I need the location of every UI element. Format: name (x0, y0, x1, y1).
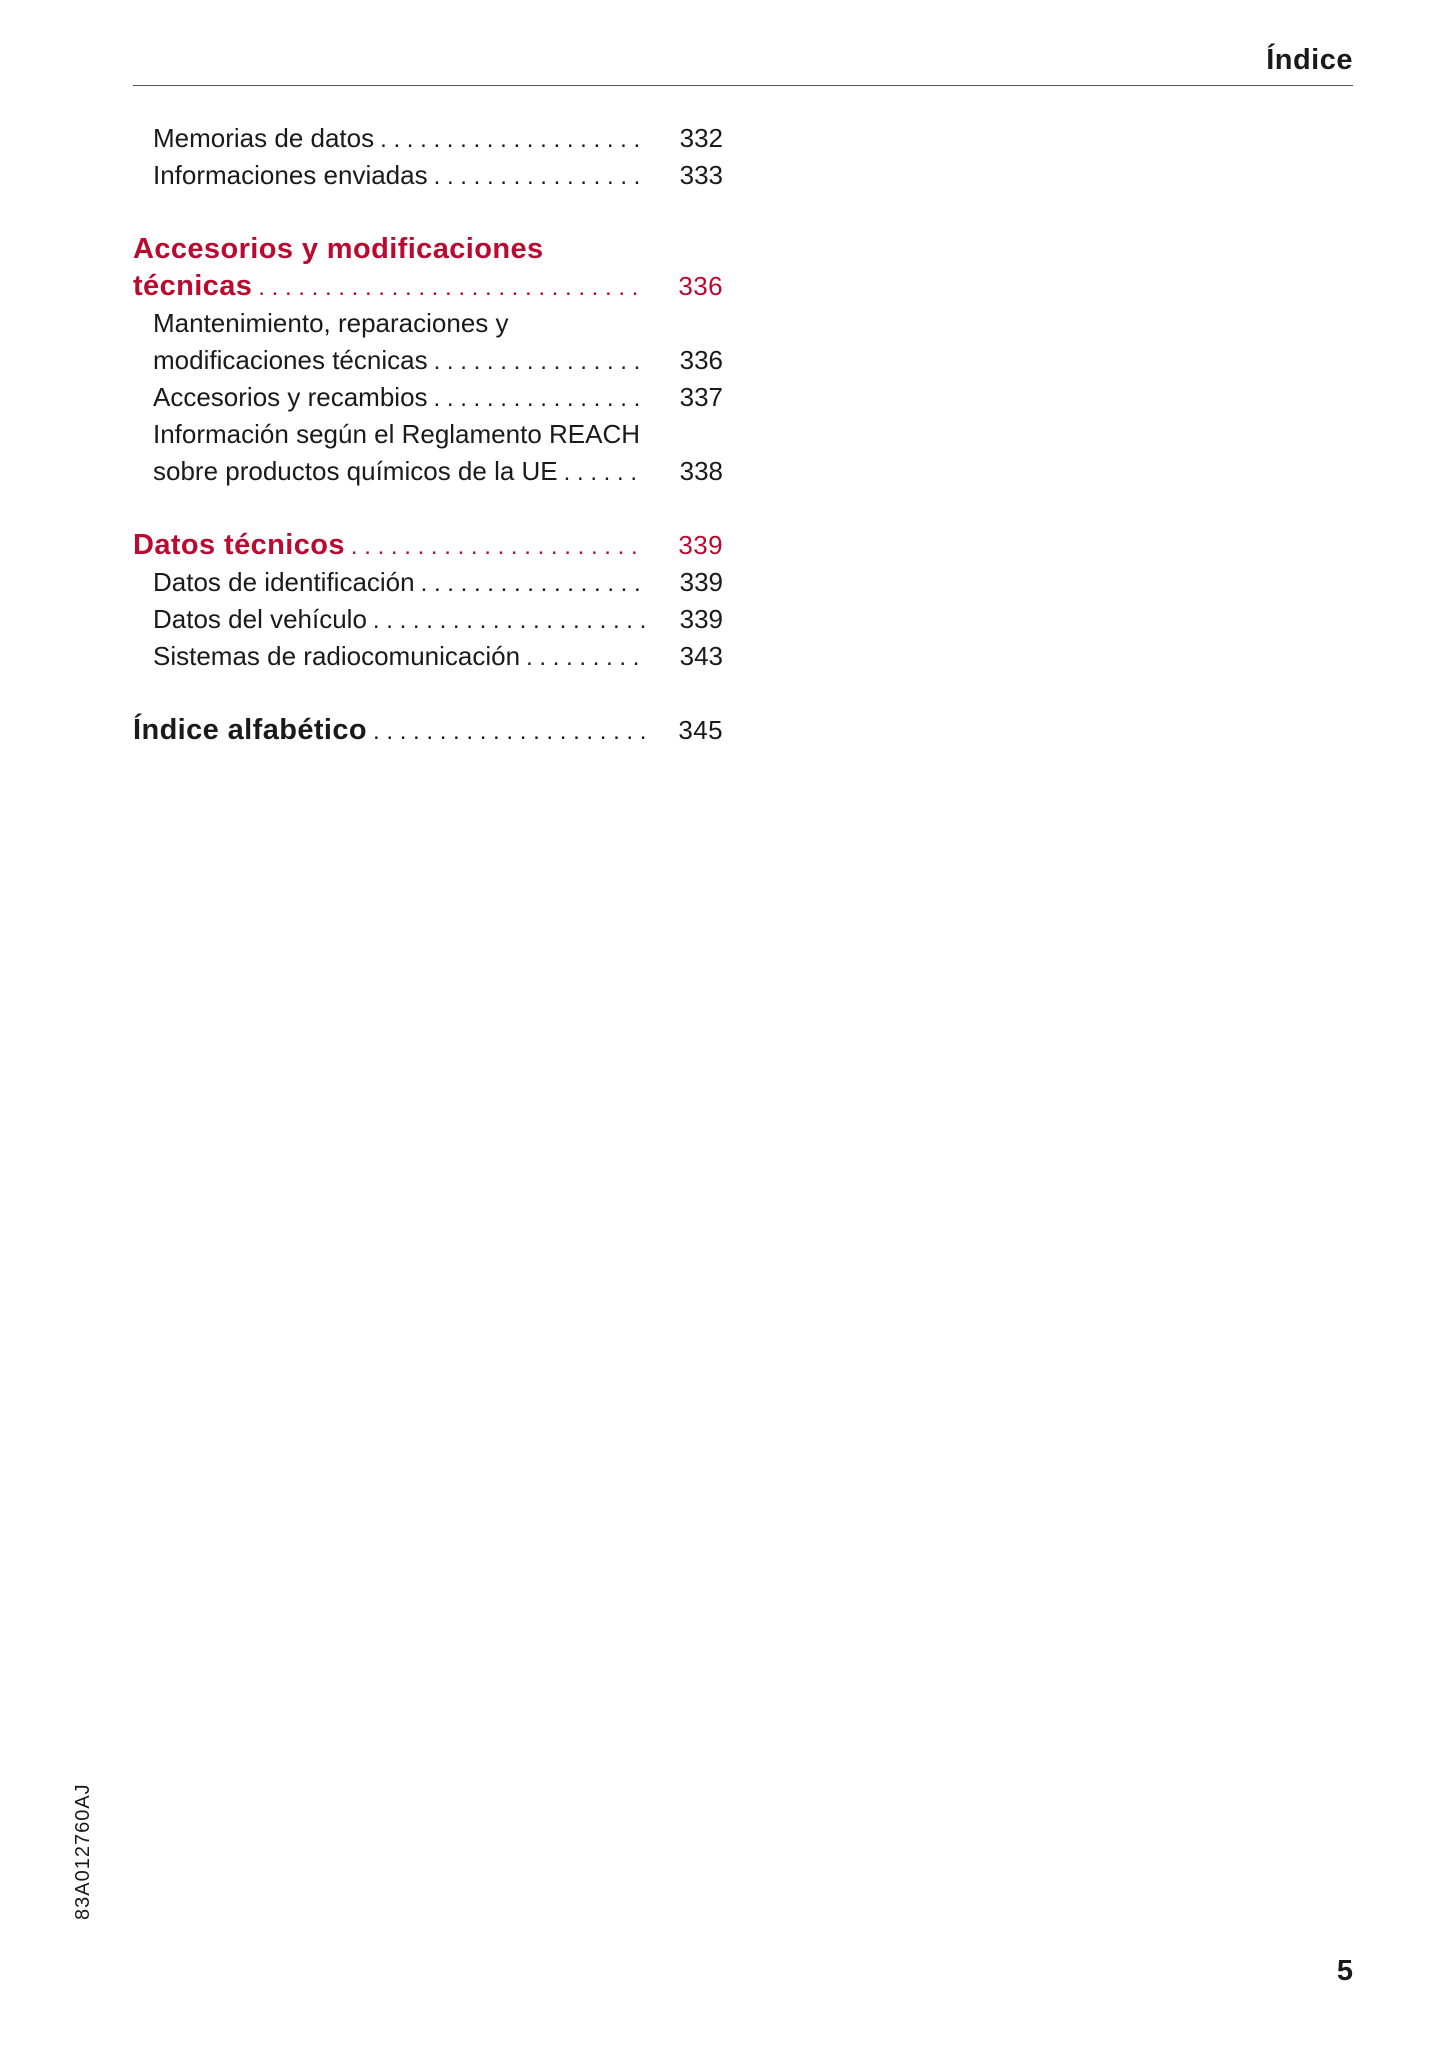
toc-entry-page: 339 (679, 567, 723, 597)
spacer (133, 675, 723, 712)
toc-entry-label: Accesorios y recambios (153, 382, 428, 412)
toc-entry-label: modificaciones técnicas (153, 345, 428, 375)
table-of-contents (133, 120, 723, 749)
toc-entry-label: Sistemas de radiocomunicación (153, 641, 521, 671)
dot-leader (564, 454, 645, 491)
toc-chapter-accesorios[interactable] (133, 231, 723, 305)
toc-chapter-title-line (133, 268, 723, 305)
toc-entry-identificacion[interactable] (133, 564, 723, 601)
toc-entry-label: Mantenimiento, reparaciones y (153, 308, 509, 338)
toc-chapter-label: Accesorios y modificaciones (133, 233, 544, 265)
toc-chapter-page: 345 (678, 715, 723, 745)
toc-entry-line (133, 453, 723, 490)
toc-entry-page: 338 (679, 456, 723, 486)
dot-leader (434, 380, 645, 417)
toc-chapter-title-line (133, 231, 723, 268)
dot-leader (434, 343, 645, 380)
dot-leader (373, 602, 645, 639)
toc-entry-line (133, 305, 723, 342)
page-number: 5 (1336, 1955, 1353, 1987)
toc-entry-label: Memorias de datos (153, 123, 375, 153)
toc-entry-page: 332 (679, 123, 723, 153)
toc-chapter-label: Datos técnicos (133, 529, 345, 561)
toc-chapter-page: 336 (678, 271, 723, 301)
dot-leader (373, 713, 645, 750)
toc-entry-label: Informaciones enviadas (153, 160, 428, 190)
dot-leader (434, 158, 645, 195)
toc-entry-page: 343 (679, 641, 723, 671)
toc-entry-label: Datos del vehículo (153, 604, 367, 634)
toc-entry-reach[interactable] (133, 416, 723, 490)
toc-entry-informaciones[interactable] (133, 157, 723, 194)
toc-entry-mantenimiento[interactable] (133, 305, 723, 379)
header-divider (133, 85, 1353, 86)
dot-leader (258, 269, 645, 306)
dot-leader (351, 528, 645, 565)
document-code: 83A012760AJ (72, 1783, 94, 1920)
toc-entry-label: Información según el Reglamento REACH (153, 419, 641, 449)
toc-chapter-label: técnicas (133, 270, 253, 302)
dot-leader (421, 565, 645, 602)
dot-leader (380, 121, 645, 158)
spacer (133, 194, 723, 231)
toc-entry-page: 333 (679, 160, 723, 190)
spacer (133, 490, 723, 527)
toc-entry-radiocomunicacion[interactable] (133, 638, 723, 675)
toc-entry-page: 337 (679, 382, 723, 412)
toc-entry-label: sobre productos químicos de la UE (153, 456, 558, 486)
toc-entry-label: Datos de identificación (153, 567, 415, 597)
toc-entry-line (133, 416, 723, 453)
toc-entry-vehiculo[interactable] (133, 601, 723, 638)
header-title: Índice (1266, 44, 1353, 76)
dot-leader (526, 639, 645, 676)
toc-chapter-label: Índice alfabético (133, 714, 368, 746)
toc-entry-recambios[interactable] (133, 379, 723, 416)
toc-entry-page: 336 (679, 345, 723, 375)
toc-chapter-indice-alfabetico[interactable] (133, 712, 723, 749)
toc-entry-page: 339 (679, 604, 723, 634)
toc-chapter-page: 339 (678, 530, 723, 560)
toc-chapter-datos-tecnicos[interactable] (133, 527, 723, 564)
toc-entry-memorias[interactable] (133, 120, 723, 157)
toc-entry-line (133, 342, 723, 379)
